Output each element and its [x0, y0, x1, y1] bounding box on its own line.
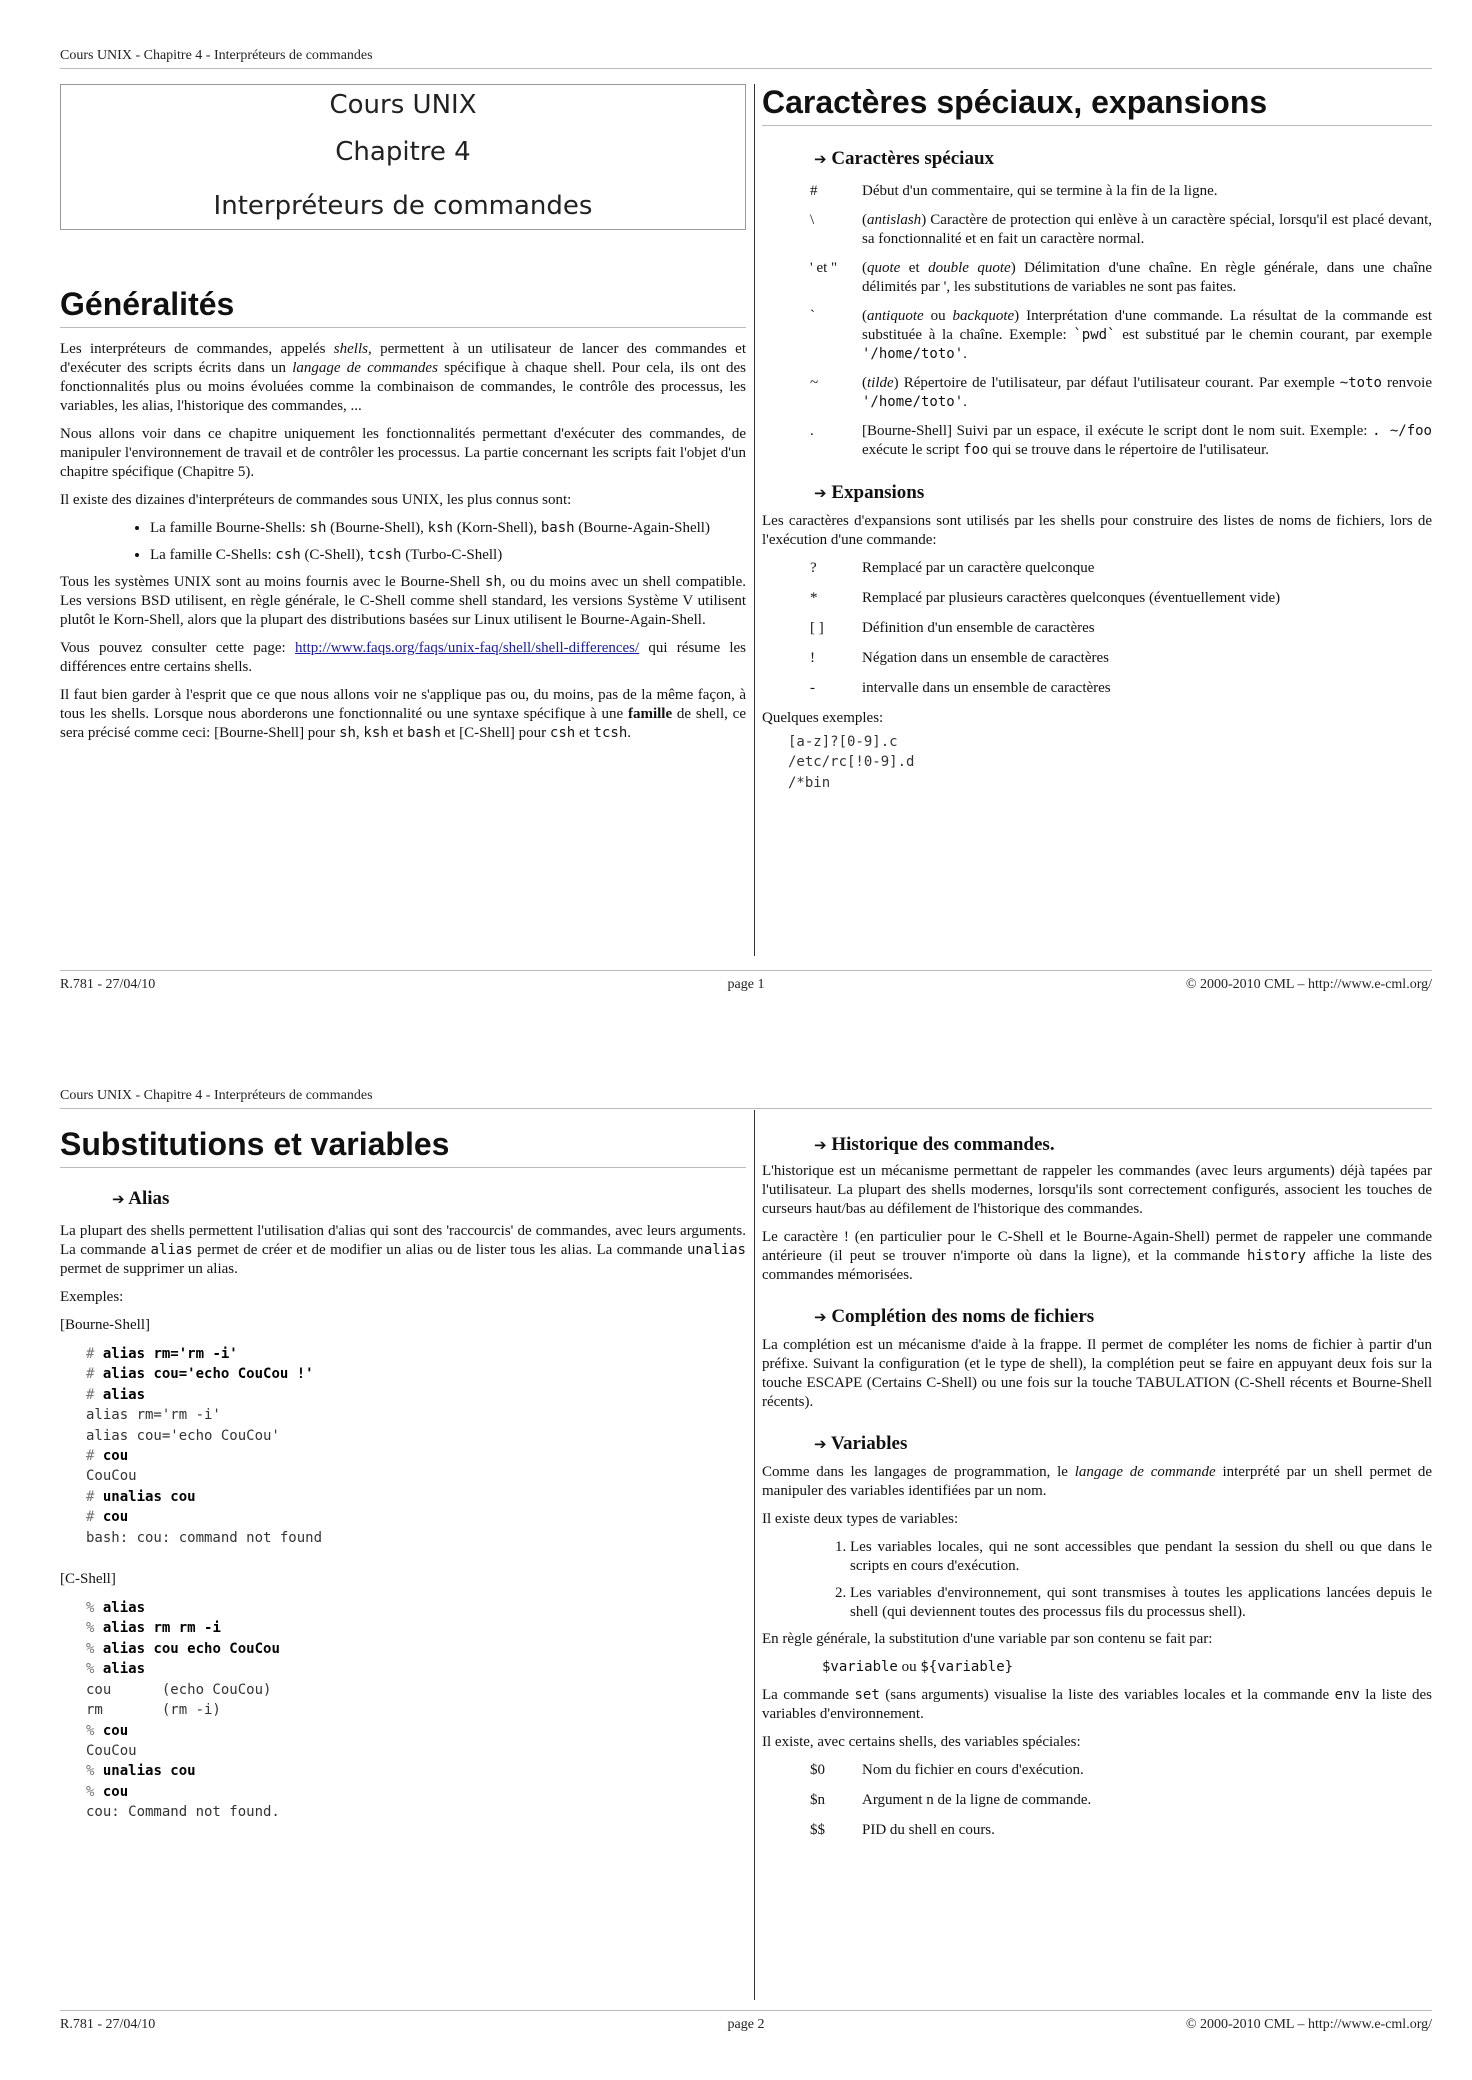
list-item: 2. Les variables d'environnement, qui sont transmises à toutes les applications lancées depuis le shell (qui deviennent toutes des processus fils du processus shell).	[850, 1584, 1432, 1622]
paragraph: [Bourne-Shell]	[60, 1317, 150, 1333]
subsection-heading: ➔ Historique des commandes.	[814, 1134, 1055, 1155]
subsection-heading: ➔ Alias	[112, 1188, 170, 1209]
c-shell-example: % alias % alias rm rm -i % alias cou echo CouCou % alias cou (echo CouCou) rm (rm -i) % cou CouCou % unalias cou % cou cou: Command not found.	[86, 1600, 280, 1821]
paragraph: Vous pouvez consulter cette page: http://www.faqs.org/faqs/unix-faq/shell/shell-differences/ qui résume les différences entre certains shells.	[60, 640, 747, 675]
paragraph: Tous les systèmes UNIX sont au moins fournis avec le Bourne-Shell sh, ou du moins avec un shell compatible. Les versions BSD utilisent, en règle générale, le C-Shell comme shell standard, les versions Système V utilisent plutôt le Korn-Shell, alors que la plupart des distributions basées sur Linux utilisent le Bourne-Again-Shell.	[60, 574, 746, 628]
list-item: \ (antislash) Caractère de protection qui enlève à un caractère spécial, lorsqu'il est placé devant, sa fonctionnalité et en fait un caractère normal.	[810, 212, 1432, 247]
special-chars-list	[762, 182, 1432, 460]
bourne-shell-example: # alias rm='rm -i' # alias cou='echo CouCou !' # alias alias rm='rm -i' alias cou='echo CouCou' # cou CouCou # unalias cou # cou bash: cou: command not found	[86, 1346, 323, 1546]
paragraph: Il existe, avec certains shells, des variables spéciales:	[762, 1734, 1081, 1750]
title-line: Cours UNIX	[329, 90, 477, 120]
expansion-list	[762, 559, 1432, 698]
column-divider	[754, 84, 755, 956]
page-footer: R.781 - 27/04/10 page 1 © 2000-2010 CML – http://www.e-cml.org/	[60, 970, 1432, 993]
shell-differences-link[interactable]: http://www.faqs.org/faqs/unix-faq/shell/shell-differences/	[294, 640, 640, 656]
paragraph: La plupart des shells permettent l'utilisation d'alias qui sont des 'raccourcis' de commandes, avec leurs arguments. La commande alias permet de créer et de modifier un alias ou de lister tous les alias. La commande unalias permet de supprimer un alias.	[60, 1223, 746, 1277]
paragraph: [C-Shell]	[60, 1571, 116, 1588]
list-item: ? Remplacé par un caractère quelconque	[810, 560, 1095, 576]
arrow-right-icon: ➔	[814, 484, 827, 502]
section-heading: Caractères spéciaux, expansions	[762, 84, 1432, 126]
list-item: # Début d'un commentaire, qui se termine à la fin de la ligne.	[810, 183, 1218, 199]
paragraph: Le caractère ! (en particulier pour le C-Shell et le Bourne-Again-Shell) permet de rappeler une commande antérieure (il peut se trouver n'importe où dans la ligne), et la commande history affiche la liste des commandes mémorisées.	[762, 1229, 1433, 1283]
arrow-right-icon: ➔	[112, 1190, 125, 1208]
arrow-right-icon: ➔	[814, 1136, 827, 1154]
list-item: . [Bourne-Shell] Suivi par un espace, il exécute le script dont le nom suit. Exemple: . ~/foo exécute le script foo qui se trouve dans le répertoire de l'utilisateur.	[810, 423, 1432, 458]
arrow-right-icon: ➔	[814, 1308, 827, 1326]
paragraph: Comme dans les langages de programmation, le langage de commande interprété par un shell permet de manipuler des variables identifiées par un nom.	[762, 1464, 1433, 1499]
list-item: • La famille C-Shells: csh (C-Shell), tcsh (Turbo-C-Shell)	[150, 546, 746, 565]
list-item: $n Argument n de la ligne de commande.	[810, 1792, 1092, 1808]
code-examples: [a-z]?[0-9].c /etc/rc[!0-9].d /*bin	[788, 734, 915, 791]
page-2	[0, 1040, 1472, 2080]
arrow-right-icon: ➔	[814, 150, 827, 168]
variable-types-list	[762, 1538, 1432, 1622]
special-variables-list	[762, 1761, 1432, 1840]
list-item: 1. Les variables locales, qui ne sont accessibles que pendant la session du shell ou que dans le scripts en cours d'exécution.	[850, 1538, 1432, 1576]
page-footer: R.781 - 27/04/10 page 2 © 2000-2010 CML – http://www.e-cml.org/	[60, 2010, 1432, 2033]
paragraph: Nous allons voir dans ce chapitre uniquement les fonctionnalités permettant d'exécuter des commandes, de manipuler l'environnement de travail et de contrôler les processus. La partie concernant les scripts fait l'objet d'un chapitre spécifique (Chapitre 5).	[60, 426, 746, 480]
list-item: * Remplacé par plusieurs caractères quelconques (éventuellement vide)	[810, 590, 1281, 606]
shell-list	[60, 519, 746, 565]
list-item: - intervalle dans un ensemble de caractères	[810, 680, 1111, 696]
list-item: ~ (tilde) Répertoire de l'utilisateur, par défaut l'utilisateur courant. Par exemple ~toto renvoie '/home/toto'.	[810, 375, 1432, 410]
subsection-heading: ➔ Complétion des noms de fichiers	[814, 1306, 1095, 1327]
subsection-heading: ➔ Expansions	[814, 482, 925, 503]
paragraph: Il faut bien garder à l'esprit que ce que nous allons voir ne s'applique pas ou, du moins, pas de la même façon, à tous les shells. Lorsque nous aborderons une fonctionnalité ou une syntaxe spécifique à une famille de shell, ce sera précisé comme ceci: [Bourne-Shell] pour sh, ksh et bash et [C-Shell] pour csh et tcsh.	[60, 687, 746, 741]
title-line: Interpréteurs de commandes	[213, 191, 593, 221]
column-divider	[754, 1110, 755, 2000]
paragraph: Les caractères d'expansions sont utilisés par les shells pour construire des listes de noms de fichiers, lors de l'exécution d'une commande:	[762, 513, 1432, 548]
page-header: Cours UNIX - Chapitre 4 - Interpréteurs de commandes	[60, 1088, 1432, 1109]
right-column	[762, 84, 1432, 803]
section-heading: Généralités	[60, 286, 746, 328]
paragraph: Il existe des dizaines d'interpréteurs de commandes sous UNIX, les plus connus sont:	[60, 492, 572, 508]
list-item: $$ PID du shell en cours.	[810, 1822, 995, 1838]
section-heading: Substitutions et variables	[60, 1126, 746, 1168]
list-item: [ ] Définition d'un ensemble de caractères	[810, 620, 1095, 636]
paragraph: Exemples:	[60, 1289, 124, 1305]
title-box	[60, 84, 746, 230]
paragraph: La complétion est un mécanisme d'aide à la frappe. Il permet de compléter les noms de fichier à partir d'un préfixe. Suivant la configuration (et le type de shell), la complétion peut se faire en appuyant deux fois sur la touche ESCAPE (Certains C-Shell) ou une fois sur la touche TABULATION (C-Shell récents et Bourne-Shell récents).	[762, 1337, 1432, 1410]
right-column	[762, 1134, 1432, 1851]
list-item: ` (antiquote ou backquote) Interprétation d'une commande. La résultat de la commande est substituée à la chaîne. Exemple: `pwd` est substitué par le chemin courant, par exemple '/home/toto'.	[810, 308, 1432, 362]
paragraph: La commande set (sans arguments) visualise la liste des variables locales et la commande env la liste des variables d'environnement.	[762, 1687, 1432, 1722]
list-item: • La famille Bourne-Shells: sh (Bourne-Shell), ksh (Korn-Shell), bash (Bourne-Again-Shell)	[150, 519, 746, 538]
variable-syntax: $variable ou ${variable}	[822, 1659, 1014, 1675]
subsection-heading: ➔ Caractères spéciaux	[814, 148, 995, 169]
paragraph: Il existe deux types de variables:	[762, 1511, 959, 1527]
paragraph: Quelques exemples:	[762, 710, 884, 726]
left-column	[60, 84, 746, 752]
page-header: Cours UNIX - Chapitre 4 - Interpréteurs de commandes	[60, 48, 1432, 69]
paragraph: L'historique est un mécanisme permettant de rappeler les commandes (avec leurs arguments) déjà tapées par l'utilisateur. La plupart des shells modernes, lorsqu'ils sont correctement configurés, associent les touches de curseurs haut/bas au défilement de l'historique des commandes.	[762, 1163, 1432, 1217]
title-line: Chapitre 4	[335, 137, 471, 167]
list-item: $0 Nom du fichier en cours d'exécution.	[810, 1762, 1084, 1778]
paragraph: Les interpréteurs de commandes, appelés shells, permettent à un utilisateur de lancer des commandes et d'exécuter des scripts écrits dans un langage de commandes spécifique à chaque shell. Pour cela, ils ont des fonctionnalités plus ou moins évoluées comme la combinaison de commandes, le contrôle des processus, les variables, les alias, l'historique des commandes, ...	[60, 341, 746, 414]
left-column	[60, 1126, 746, 1833]
paragraph: En règle générale, la substitution d'une variable par son contenu se fait par:	[762, 1631, 1213, 1647]
page-number: page 1	[727, 977, 765, 992]
arrow-right-icon: ➔	[814, 1435, 827, 1453]
subsection-heading: ➔ Variables	[814, 1433, 908, 1454]
page-number: page 2	[727, 2017, 765, 2032]
list-item: ! Négation dans un ensemble de caractères	[810, 650, 1109, 666]
list-item: ' et " (quote et double quote) Délimitation d'une chaîne. En règle générale, dans une chaîne délimités par ', les substitutions de variables ne sont pas faites.	[810, 260, 1432, 295]
